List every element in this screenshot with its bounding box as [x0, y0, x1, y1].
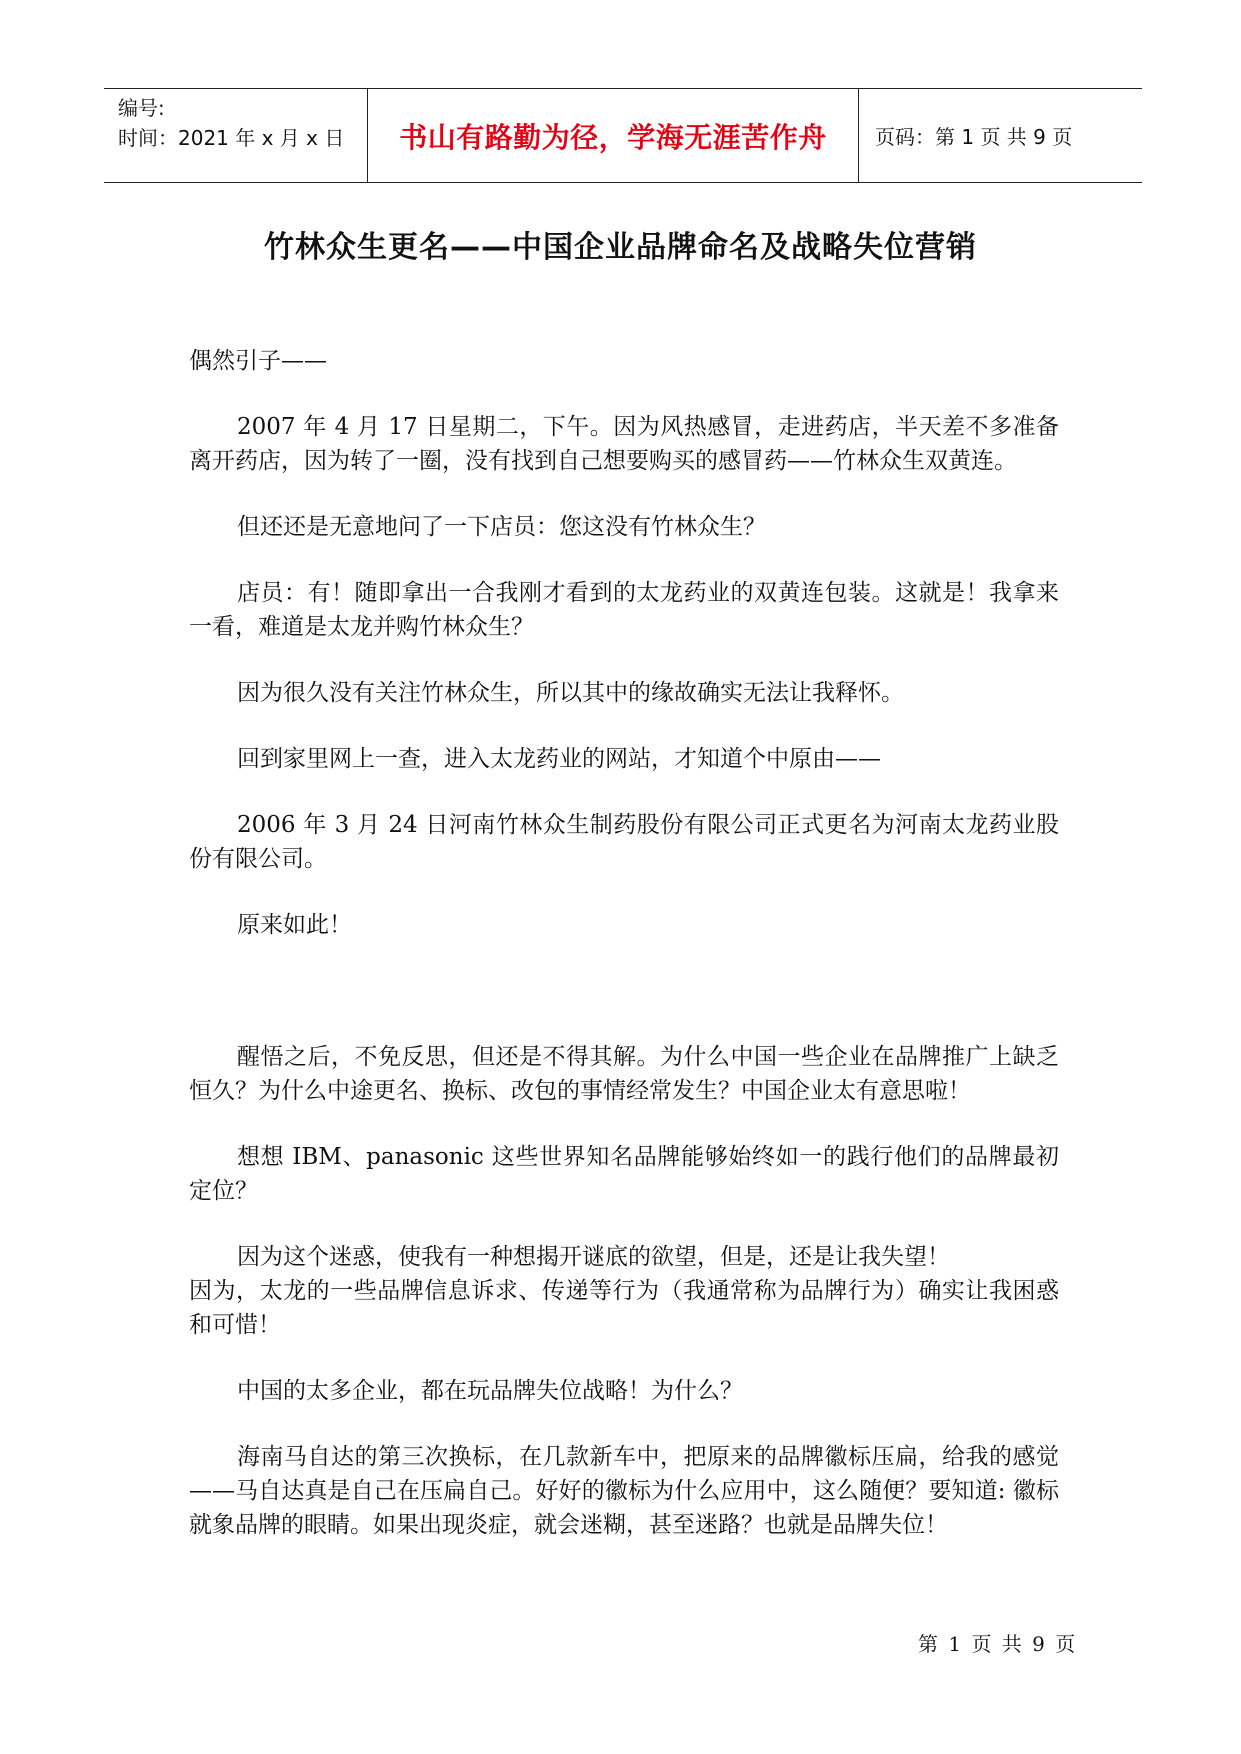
paragraph: 中国的太多企业，都在玩品牌失位战略！为什么？	[237, 1378, 743, 1404]
paragraph: 因为很久没有关注竹林众生，所以其中的缘故确实无法让我释怀。	[237, 680, 904, 706]
paragraph: 因为这个迷惑，使我有一种想揭开谜底的欲望，但是，还是让我失望！	[237, 1244, 950, 1270]
paragraph: 因为，太龙的一些品牌信息诉求、传递等行为（我通常称为品牌行为）确实让我困惑和可惜！	[189, 1278, 1059, 1338]
serial-number-label: 编号:	[118, 96, 165, 120]
document-title: 竹林众生更名——中国企业品牌命名及战略失位营销	[264, 230, 977, 265]
page-number-cell	[859, 89, 1142, 182]
header-meta-cell	[104, 89, 368, 182]
paragraph: 但还还是无意地问了一下店员：您这没有竹林众生？	[237, 514, 766, 540]
header-table	[104, 88, 1142, 183]
paragraph: 醒悟之后，不免反思，但还是不得其解。为什么中国一些企业在品牌推广上缺乏恒久？为什么中途更名、换标、改包的事情经常发生？中国企业太有意思啦！	[189, 1044, 1059, 1104]
blank-space	[189, 974, 1059, 1040]
page-number-label: 页码：第 1 页 共 9 页	[875, 125, 1073, 149]
motto-cell	[368, 89, 859, 182]
page-footer: 第 1 页 共 9 页	[918, 1632, 1078, 1656]
paragraph: 店员：有！随即拿出一合我刚才看到的太龙药业的双黄连包装。这就是！我拿来一看，难道是太龙并购竹林众生？	[189, 580, 1059, 640]
paragraph: 海南马自达的第三次换标，在几款新车中，把原来的品牌徽标压扁，给我的感觉——马自达真是自己在压扁自己。好好的徽标为什么应用中，这么随便？要知道: 徽标就象品牌的眼睛。如果出现炎症，就会迷糊，甚至迷路？也就是品牌失位！	[189, 1444, 1059, 1538]
paragraph: 2007 年 4 月 17 日星期二，下午。因为风热感冒，走进药店，半天差不多准备离开药店，因为转了一圈，没有找到自己想要购买的感冒药——竹林众生双黄连。	[189, 414, 1059, 474]
paragraph: 想想 IBM、panasonic 这些世界知名品牌能够始终如一的践行他们的品牌最初定位？	[189, 1144, 1059, 1204]
paragraph: 原来如此！	[237, 912, 352, 938]
time-label: 时间：2021 年 x 月 x 日	[118, 126, 345, 150]
document-body	[189, 344, 1059, 1574]
paragraph: 偶然引子——	[189, 348, 327, 374]
motto-text: 书山有路勤为径，学海无涯苦作舟	[399, 120, 827, 154]
paragraph: 2006 年 3 月 24 日河南竹林众生制药股份有限公司正式更名为河南太龙药业股份有限公司。	[189, 812, 1059, 872]
paragraph: 回到家里网上一查，进入太龙药业的网站，才知道个中原由——	[237, 746, 881, 772]
